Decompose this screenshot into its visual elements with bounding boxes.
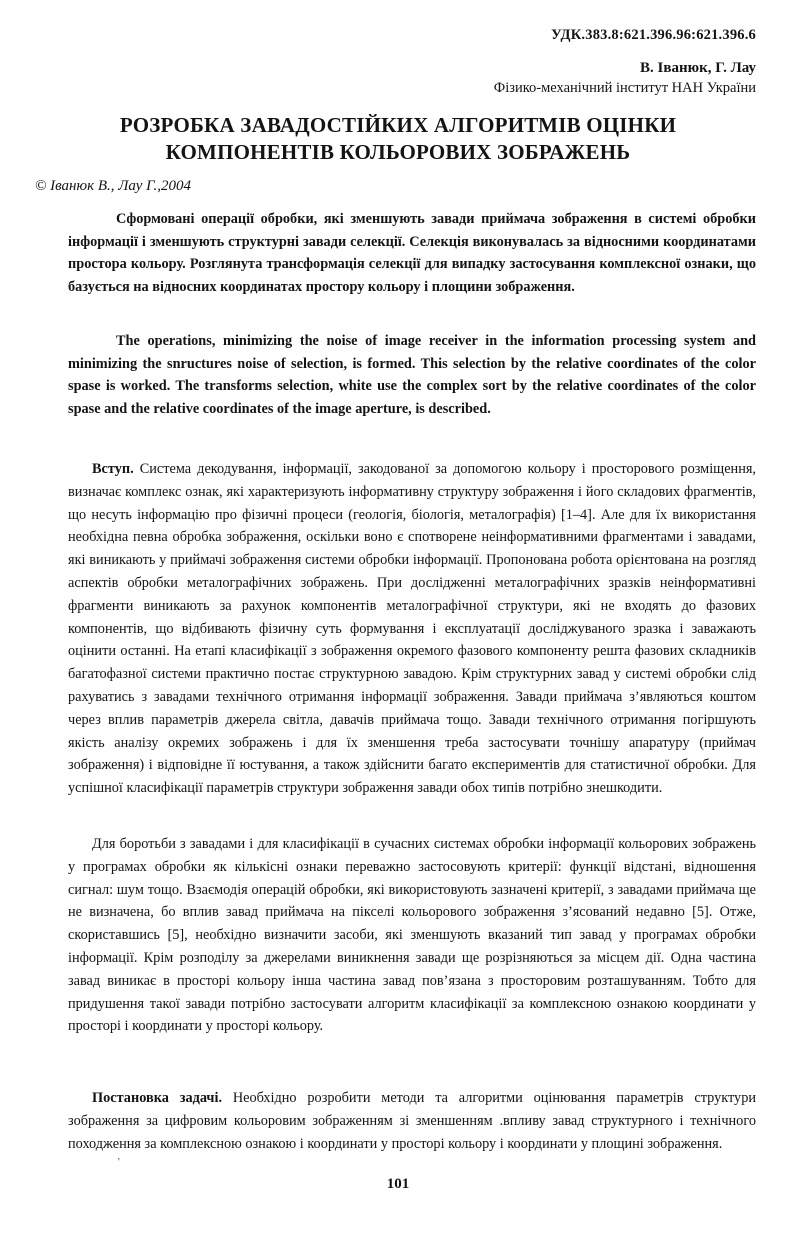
abstract-english: The operations, minimizing the noise of image receiver in the information processing system and minimizing the snructures noise of selection, is formed. This selection by the relative coordinates of the color spase is worked. The transforms selection, white use the complex sort by the relative coordinates of the color spase and the relative coordinates of the image aperture, is described. [68, 333, 756, 417]
task-paragraph [68, 1087, 756, 1155]
task-text: Необхідно розробити методи та алгоритми оцінювання параметрів структури зображення за цифровим кольоровим зображенням зі зменшенням .впливу завад структурного і технічного походження за комплексною ознакою і координати у просторі кольору і координати у площині зображення. [68, 1090, 756, 1152]
authors: В. Іванюк, Г. Лау [640, 60, 756, 76]
udc-code: УДК.383.8:621.396.96:621.396.6 [551, 27, 756, 43]
intro-heading: Вступ. [92, 461, 134, 477]
task-heading: Постановка задачі. [92, 1090, 223, 1106]
intro-text: Система декодування, інформації, закодованої за допомогою кольору і просторового розміщення, визначає комплекс ознак, які характеризують інформативну структуру зображення і його складових фрагментів, що несуть інформацію про фізичні процеси (геологія, біологія, металографія) [1–4]. Але для їх використання необхідна певна обробка зображення, оскільки воно є спотворене неінформативними фрагментами і завадами, які виникають у приймачі зображення системи обробки інформації. Пропонована робота орієнтована на розгляд аспектів обробки металографічних зображень. При дослідженні металографічних зразків неінформативні фрагменти виникають за рахунок компонентів металографічної структури, які не входять до фазових компонентів, що відбивають фізичну суть формування і експлуатації досліджуваного зразка і заважають оцінити останні. На етапі класифікації з зображення окремого фазового компоненту решта фазових складників багатофазної системи практично постає структурною завадою. Крім структурних завад у системі обробки слід рахуватись з завадами технічного отримання інформації зображення. Завади приймача з’являються коштом через вплив параметрів джерела світла, давачів приймача тощо. Завади технічного отримання погіршують якість аналізу окремих зображень і для їх зменшення треба застосувати точнішу апаратуру (приймач зображення) і відповідне її юстування, а також здійснити багато експериментів для статистичної обробки. Для успішної класифікації параметрів структури зображення завади обох типів потрібно знешкодити. [68, 461, 756, 797]
body-paragraph-2: Для боротьби з завадами і для класифікації в сучасних системах обробки інформації кольорових зображень у програмах обробки як кількісні ознаки переважно застосовують критерії: функції відстані, відношення сигнал: шум тощо. Взаємодія операцій обробки, які використовують зазначені критерії, з завадами приймача ще не визначена, бо вплив завад приймача на пікселі кольорового зображення з’ясований недавно [5]. Отже, скориставшись [5], необхідно визначити засоби, які зменшують вказаний тип завад у програмах обробки інформації. Крім розподілу за джерелами виникнення завади ще розрізняються за місцем дії. Одна частина завад виникає в просторі кольору інша частина завад пов’язана з просторовим розташуванням. Тобто для придушення такої завади потрібно застосувати алгоритм класифікації за комплексною ознакою координати у просторі і координати у просторі кольору. [68, 836, 756, 1035]
abstract-ukrainian: Сформовані операції обробки, які зменшують завади приймача зображення в системі обробки інформації і зменшують структурні завади селекції. Селекція виконувалась за відносними координатами простора кольору. Розглянута трансформація селекції для випадку застосування комплексної ознаки, що базується на відносних координатах простору кольору і площини зображення. [68, 211, 756, 295]
affiliation: Фізико-механічний інститут НАН України [493, 80, 756, 96]
paper-title [60, 112, 736, 166]
copyright-line: © Іванюк В., Лау Г.,2004 [35, 178, 192, 194]
stray-mark: ' [118, 1157, 120, 1168]
page-number: 101 [386, 1176, 410, 1192]
title-line-1: РОЗРОБКА ЗАВАДОСТІЙКИХ АЛГОРИТМІВ ОЦІНКИ [119, 113, 677, 137]
intro-paragraph [68, 458, 756, 800]
title-line-2: КОМПОНЕНТІВ КОЛЬОРОВИХ ЗОБРАЖЕНЬ [165, 140, 631, 164]
